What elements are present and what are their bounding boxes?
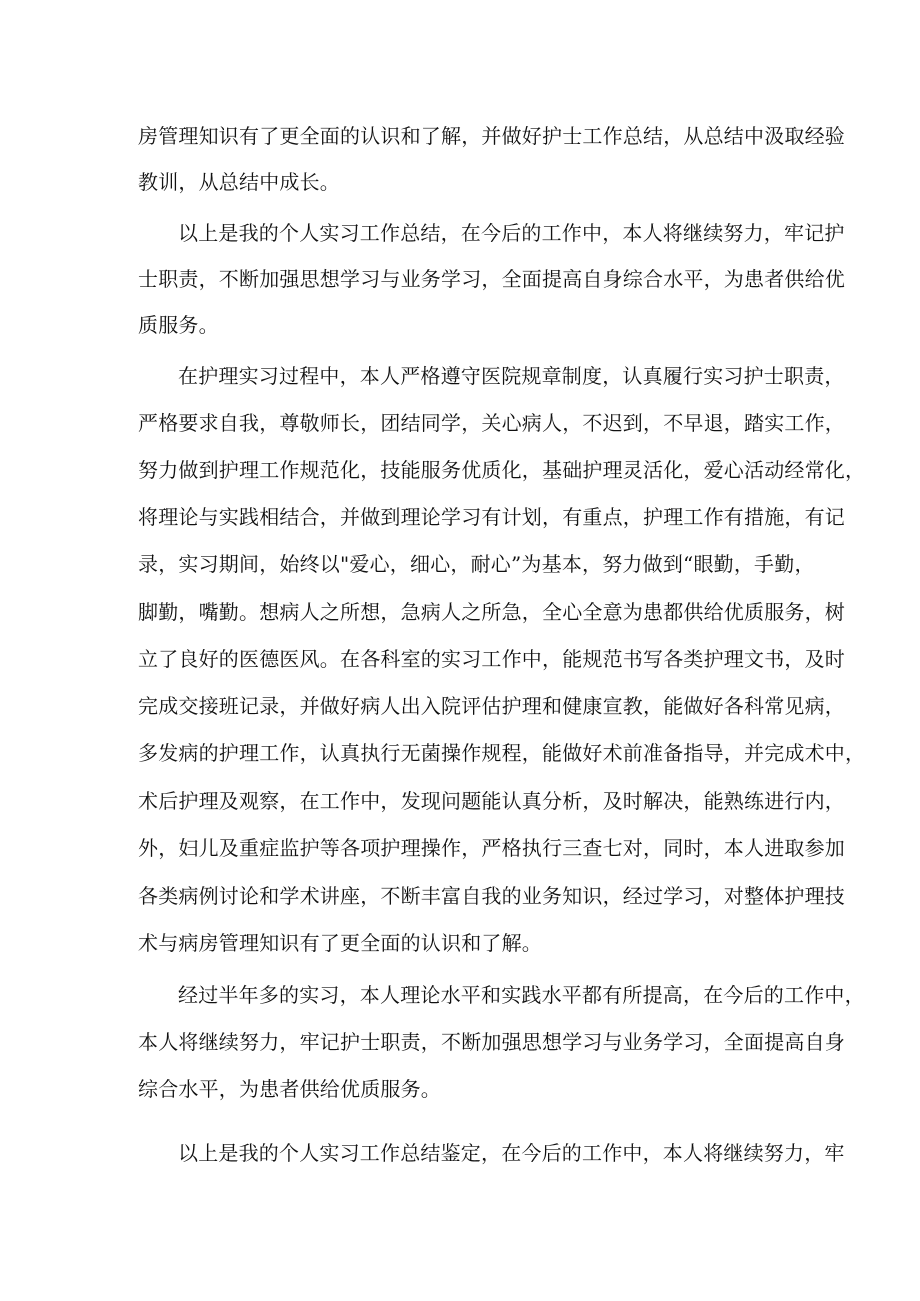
paragraph-1-line-2: 教训，从总结中成长。 — [138, 170, 340, 194]
paragraph-3-line-9: 多发病的护理工作，认真执行无菌操作规程，能做好术前准备指导，并完成术中， — [138, 741, 866, 765]
paragraph-3-line-1: 在护理实习过程中，本人严格遵守医院规章制度，认真履行实习护士职责， — [178, 364, 845, 388]
paragraph-4-line-2: 本人将继续努力，牢记护士职责，不断加强思想学习与业务学习，全面提高自身 — [138, 1030, 845, 1054]
paragraph-3-line-8: 完成交接班记录，并做好病人出入院评估护理和健康宣教，能做好各科常见病， — [138, 694, 845, 718]
paragraph-2-line-3: 质服务。 — [138, 313, 219, 337]
paragraph-2-line-2: 士职责，不断加强思想学习与业务学习，全面提高自身综合水平，为患者供给优 — [138, 267, 845, 291]
paragraph-3-line-10: 术后护理及观察，在工作中，发现问题能认真分析，及时解决，能熟练进行内， — [138, 789, 845, 813]
paragraph-2-line-1: 以上是我的个人实习工作总结，在今后的工作中，本人将继续努力，牢记护 — [178, 221, 845, 245]
paragraph-3-line-4: 将理论与实践相结合，并做到理论学习有计划，有重点，护理工作有措施，有记 — [138, 505, 845, 529]
paragraph-5-line-1: 以上是我的个人实习工作总结鉴定，在今后的工作中，本人将继续努力，牢 — [178, 1141, 845, 1165]
paragraph-3-line-6: 脚勤，嘴勤。想病人之所想，急病人之所急，全心全意为患都供给优质服务，树 — [138, 600, 845, 624]
paragraph-3-line-7: 立了良好的医德医风。在各科室的实习工作中，能规范书写各类护理文书，及时 — [138, 647, 845, 671]
paragraph-4-line-3: 综合水平，为患者供给优质服务。 — [138, 1077, 441, 1101]
paragraph-3-line-11: 外，妇儿及重症监护等各项护理操作，严格执行三查七对，同时，本人进取参加 — [138, 836, 845, 860]
paragraph-4-line-1: 经过半年多的实习，本人理论水平和实践水平都有所提高，在今后的工作中， — [178, 983, 865, 1007]
paragraph-3-line-12: 各类病例讨论和学术讲座，不断丰富自我的业务知识，经过学习，对整体护理技 — [138, 884, 845, 908]
paragraph-3-line-2: 严格要求自我，尊敬师长，团结同学，关心病人，不迟到，不早退，踏实工作， — [138, 411, 845, 435]
paragraph-3-line-5: 录，实习期间，始终以"爱心，细心，耐心”为基本，努力做到“眼勤，手勤， — [138, 552, 815, 576]
paragraph-3-line-3: 努力做到护理工作规范化，技能服务优质化，基础护理灵活化，爱心活动经常化， — [138, 458, 866, 482]
paragraph-1-line-1: 房管理知识有了更全面的认识和了解，并做好护士工作总结，从总结中汲取经验 — [138, 124, 845, 148]
paragraph-3-line-13: 术与病房管理知识有了更全面的认识和了解。 — [138, 931, 542, 955]
